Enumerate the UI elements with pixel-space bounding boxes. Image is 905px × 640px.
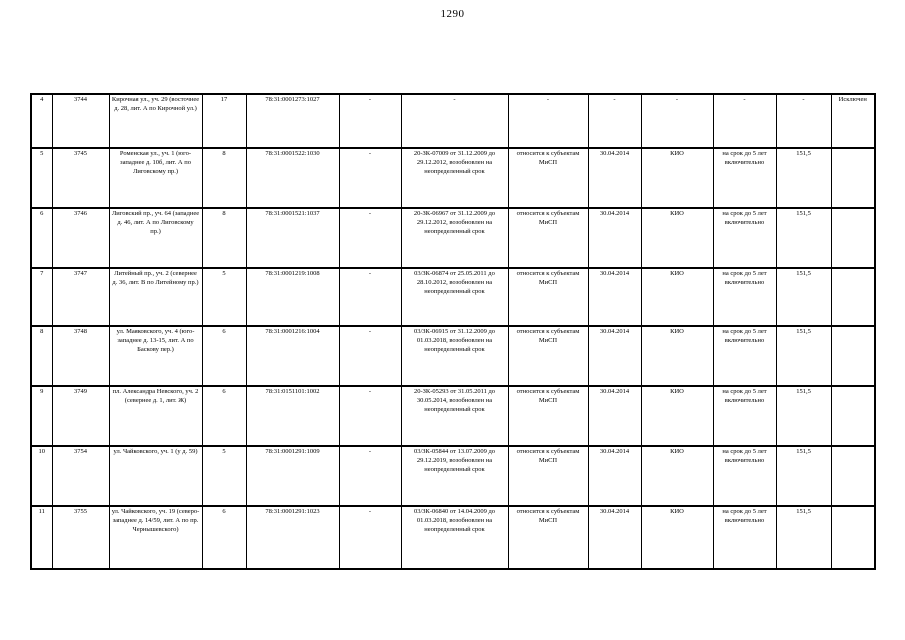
cell-term: на срок до 5 лет включительно (713, 148, 776, 208)
table-row (31, 446, 875, 506)
table-row (31, 208, 875, 268)
cell-area: 6 (202, 386, 246, 446)
cell-value: 151,5 (776, 326, 831, 386)
cell-subject-category: относится к субъектам МиСП (508, 506, 588, 569)
cell-contract: 03/ЗК-06874 от 25.05.2011 до 28.10.2012, возобновлен на неопределенный срок (401, 268, 508, 326)
cell-cadastral-number: 78:31:0001219:1008 (246, 268, 339, 326)
cell-dash: - (339, 208, 401, 268)
cell-subject-category: относится к субъектам МиСП (508, 208, 588, 268)
cell-cadastral-number: 78:31:0001216:1004 (246, 326, 339, 386)
cell-area: 6 (202, 506, 246, 569)
cell-date: 30.04.2014 (588, 506, 641, 569)
cell-row-num: 10 (31, 446, 52, 506)
cell-status (831, 326, 875, 386)
cell-row-num: 7 (31, 268, 52, 326)
cell-object-id: 3748 (52, 326, 109, 386)
cell-dash: - (339, 506, 401, 569)
cell-address: Кирочная ул., уч. 29 (восточнее д. 28, лит. А по Кирочной ул.) (109, 94, 202, 148)
cell-contract: 20-ЗК-05293 от 31.05.2011 до 30.05.2014, возобновлен на неопределенный срок (401, 386, 508, 446)
cell-contract: 20-ЗК-06967 от 31.12.2009 до 29.12.2012, возобновлен на неопределенный срок (401, 208, 508, 268)
cell-contract: 20-ЗК-07009 от 31.12.2009 до 29.12.2012, возобновлен на неопределенный срок (401, 148, 508, 208)
cell-value: 151,5 (776, 506, 831, 569)
cell-subject-category: относится к субъектам МиСП (508, 148, 588, 208)
cell-area: 5 (202, 268, 246, 326)
cell-area: 8 (202, 148, 246, 208)
cell-row-num: 4 (31, 94, 52, 148)
cell-object-id: 3747 (52, 268, 109, 326)
cell-date: 30.04.2014 (588, 326, 641, 386)
table-row (31, 148, 875, 208)
cell-authority: КИО (641, 326, 713, 386)
cell-row-num: 5 (31, 148, 52, 208)
cell-dash: - (339, 268, 401, 326)
cell-value: 151,5 (776, 386, 831, 446)
cell-address: ул. Чайковского, уч. 1 (у д. 59) (109, 446, 202, 506)
cell-status (831, 506, 875, 569)
cell-area: 5 (202, 446, 246, 506)
table-row (31, 506, 875, 569)
cell-value: 151,5 (776, 148, 831, 208)
cell-contract: 03/ЗК-06915 от 31.12.2009 до 01.03.2018, возобновлен на неопределенный срок (401, 326, 508, 386)
cell-object-id: 3755 (52, 506, 109, 569)
cell-term: на срок до 5 лет включительно (713, 446, 776, 506)
cell-cadastral-number: 78:31:0151101:1002 (246, 386, 339, 446)
cell-cadastral-number: 78:31:0001521:1037 (246, 208, 339, 268)
cell-contract: 03/ЗК-05844 от 13.07.2009 до 29.12.2019, возобновлен на неопределенный срок (401, 446, 508, 506)
cell-row-num: 6 (31, 208, 52, 268)
cell-authority: КИО (641, 268, 713, 326)
cell-object-id: 3754 (52, 446, 109, 506)
cell-subject-category: - (508, 94, 588, 148)
cell-object-id: 3749 (52, 386, 109, 446)
cell-subject-category: относится к субъектам МиСП (508, 326, 588, 386)
cell-term: на срок до 5 лет включительно (713, 386, 776, 446)
cell-cadastral-number: 78:31:0001291:1009 (246, 446, 339, 506)
land-plots-table (30, 93, 876, 570)
cell-authority: КИО (641, 208, 713, 268)
cell-object-id: 3746 (52, 208, 109, 268)
cell-address: ул. Маяковского, уч. 4 (юго-западнее д. 13-15, лит. А по Баскову пер.) (109, 326, 202, 386)
cell-term: - (713, 94, 776, 148)
cell-date: 30.04.2014 (588, 386, 641, 446)
cell-authority: КИО (641, 506, 713, 569)
cell-row-num: 11 (31, 506, 52, 569)
cell-term: на срок до 5 лет включительно (713, 208, 776, 268)
cell-contract: 03/ЗК-06840 от 14.04.2009 до 01.03.2018, возобновлен на неопределенный срок (401, 506, 508, 569)
table-row (31, 326, 875, 386)
cell-date: 30.04.2014 (588, 208, 641, 268)
cell-status (831, 208, 875, 268)
cell-address: Роменская ул., уч. 1 (юго-западнее д. 10б, лит. А по Лиговскому пр.) (109, 148, 202, 208)
cell-date: 30.04.2014 (588, 446, 641, 506)
cell-value: 151,5 (776, 208, 831, 268)
cell-date: 30.04.2014 (588, 148, 641, 208)
cell-authority: КИО (641, 386, 713, 446)
cell-date: - (588, 94, 641, 148)
cell-contract: - (401, 94, 508, 148)
cell-status: Исключен (831, 94, 875, 148)
cell-area: 6 (202, 326, 246, 386)
table-row (31, 386, 875, 446)
cell-value: 151,5 (776, 268, 831, 326)
cell-subject-category: относится к субъектам МиСП (508, 446, 588, 506)
cell-dash: - (339, 148, 401, 208)
cell-area: 8 (202, 208, 246, 268)
cell-dash: - (339, 326, 401, 386)
cell-address: Литейный пр., уч. 2 (севернее д. 36, лит. В по Литейному пр.) (109, 268, 202, 326)
cell-cadastral-number: 78:31:0001291:1023 (246, 506, 339, 569)
cell-dash: - (339, 94, 401, 148)
cell-area: 17 (202, 94, 246, 148)
cell-term: на срок до 5 лет включительно (713, 326, 776, 386)
cell-authority: КИО (641, 446, 713, 506)
cell-authority: - (641, 94, 713, 148)
table-row (31, 268, 875, 326)
cell-subject-category: относится к субъектам МиСП (508, 268, 588, 326)
cell-dash: - (339, 386, 401, 446)
cell-address: Лиговский пр., уч. 64 (западнее д. 46, лит. А по Лиговскому пр.) (109, 208, 202, 268)
page-number: 1290 (440, 8, 465, 20)
cell-object-id: 3745 (52, 148, 109, 208)
cell-value: 151,5 (776, 446, 831, 506)
cell-date: 30.04.2014 (588, 268, 641, 326)
table-row (31, 94, 875, 148)
cell-status (831, 148, 875, 208)
cell-status (831, 268, 875, 326)
cell-dash: - (339, 446, 401, 506)
cell-authority: КИО (641, 148, 713, 208)
cell-cadastral-number: 78:31:0001273:1027 (246, 94, 339, 148)
cell-status (831, 446, 875, 506)
cell-row-num: 8 (31, 326, 52, 386)
cell-object-id: 3744 (52, 94, 109, 148)
cell-term: на срок до 5 лет включительно (713, 268, 776, 326)
cell-value: - (776, 94, 831, 148)
cell-subject-category: относится к субъектам МиСП (508, 386, 588, 446)
cell-row-num: 9 (31, 386, 52, 446)
cell-cadastral-number: 78:31:0001522:1030 (246, 148, 339, 208)
cell-term: на срок до 5 лет включительно (713, 506, 776, 569)
cell-status (831, 386, 875, 446)
cell-address: пл. Александра Невского, уч. 2 (севернее д. 1, лит. Ж) (109, 386, 202, 446)
cell-address: ул. Чайковского, уч. 19 (северо-западнее д. 14/59, лит. А по пр. Чернышевского) (109, 506, 202, 569)
